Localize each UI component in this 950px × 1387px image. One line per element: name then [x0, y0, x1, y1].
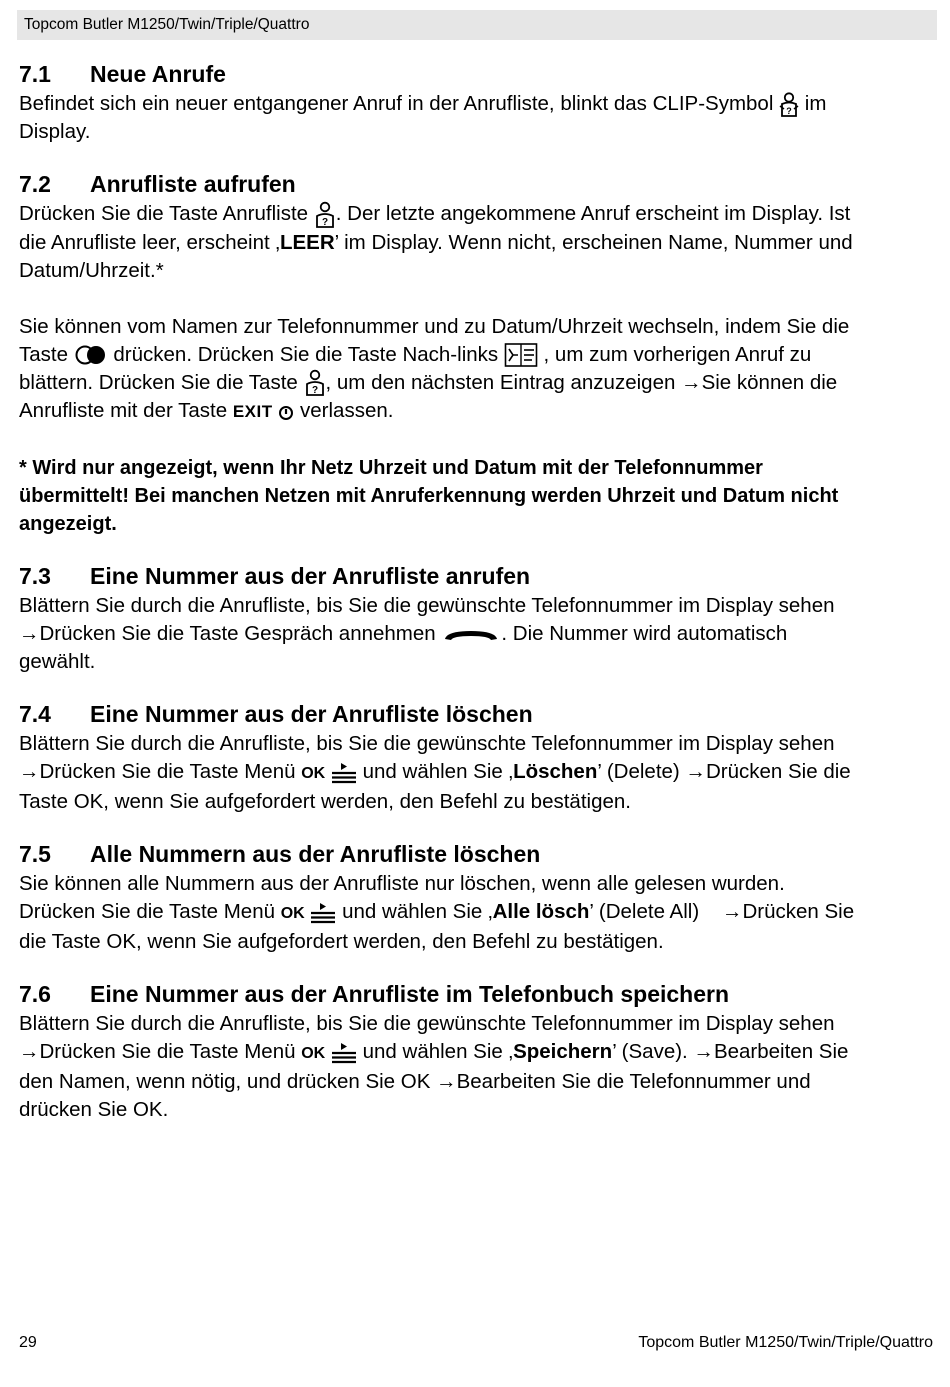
footer-title: Topcom Butler M1250/Twin/Triple/Quattro — [638, 1334, 933, 1351]
paragraph: Blättern Sie durch die Anrufliste, bis Sie die gewünschte Telefonnummer im Display sehen — [19, 594, 835, 618]
nav-left-phonebook-icon — [504, 342, 538, 368]
paragraph: die Taste OK, wenn Sie aufgefordert werden, den Befehl zu bestätigen. — [19, 930, 664, 954]
paragraph: Sie können alle Nummern aus der Anrufliste nur löschen, wenn alle gelesen wurden. — [19, 872, 785, 896]
toggle-key-icon — [74, 344, 108, 366]
paragraph: Drücken Sie die Taste Anrufliste ? . Der letzte angekommene Anruf erscheint im Display. Ist — [19, 202, 851, 228]
section-heading: 7.2 Anrufliste aufrufen — [19, 171, 296, 197]
arrow-icon: → — [19, 622, 40, 646]
menu-icon — [310, 902, 336, 924]
svg-text:?: ? — [321, 216, 328, 228]
arrow-icon: → — [19, 1040, 40, 1064]
section-7-6 — [19, 978, 934, 1124]
paragraph: Befindet sich ein neuer entgangener Anruf in der Anrufliste, blinkt das CLIP-Symbol ? im — [19, 92, 827, 116]
paragraph: drücken Sie OK. — [19, 1098, 169, 1122]
menu-icon — [331, 762, 357, 784]
arrow-icon: → — [436, 1070, 457, 1094]
paragraph: Blättern Sie durch die Anrufliste, bis Sie die gewünschte Telefonnummer im Display sehen — [19, 1012, 835, 1036]
ok-key-label: OK — [280, 905, 305, 923]
section-7-2 — [19, 168, 934, 538]
power-icon — [278, 403, 294, 421]
paragraph: die Anrufliste leer, erscheint ‚LEER’ im Display. Wenn nicht, erscheinen Name, Nummer und — [19, 230, 853, 254]
paragraph: Datum/Uhrzeit.* — [19, 258, 164, 282]
paragraph: →Drücken Sie die Taste Menü OK und wählen Sie ‚Löschen’ (Delete) →Drücken Sie die — [19, 758, 934, 788]
paragraph: Anrufliste mit der Taste EXIT verlassen. — [19, 399, 394, 423]
page-number: 29 — [19, 1334, 37, 1351]
ok-key-label: OK — [301, 765, 326, 783]
arrow-icon: → — [721, 900, 743, 924]
paragraph: →Drücken Sie die Taste Menü OK und wählen Sie ‚Speichern’ (Save). →Bearbeiten Sie — [19, 1038, 934, 1068]
paragraph: Display. — [19, 120, 91, 143]
section-heading: 7.5 Alle Nummern aus der Anrufliste löschen — [19, 841, 541, 868]
paragraph: Sie können vom Namen zur Telefonnummer und zu Datum/Uhrzeit wechseln, indem Sie die — [19, 314, 850, 338]
section-7-1 — [19, 58, 934, 146]
section-heading: 7.3 Eine Nummer aus der Anrufliste anrufen — [19, 563, 531, 590]
paragraph: Blättern Sie durch die Anrufliste, bis Sie die gewünschte Telefonnummer im Display sehen — [19, 732, 835, 756]
arrow-icon: → — [685, 760, 706, 784]
page-header — [17, 10, 937, 40]
arrow-icon: → — [681, 370, 702, 394]
clip-new-call-icon — [779, 92, 799, 118]
arrow-icon: → — [693, 1040, 714, 1064]
exit-key-label: EXIT — [232, 402, 273, 422]
section-heading: 7.6 Eine Nummer aus der Anrufliste im Telefonbuch speichern — [19, 981, 730, 1008]
answer-call-icon — [441, 627, 501, 643]
section-7-5 — [19, 838, 934, 956]
arrow-icon: → — [19, 760, 40, 784]
section-7-4 — [19, 698, 934, 816]
section-heading: 7.4 Eine Nummer aus der Anrufliste löschen — [19, 701, 533, 728]
section-7-3 — [19, 560, 934, 676]
paragraph: Drücken Sie die Taste Menü OK und wählen Sie ‚Alle lösch’ (Delete All) →Drücken Sie — [19, 898, 934, 928]
section-heading: 7.1 Neue Anrufe — [19, 61, 226, 87]
paragraph: →Drücken Sie die Taste Gespräch annehmen . Die Nummer wird automatisch — [19, 620, 934, 648]
call-list-icon — [304, 369, 326, 397]
paragraph: den Namen, wenn nötig, und drücken Sie OK →Bearbeiten Sie die Telefonnummer und — [19, 1068, 934, 1096]
svg-text:?: ? — [311, 385, 318, 397]
paragraph: Taste drücken. Drücken Sie die Taste Nach-links , um zum vorherigen Anruf zu — [19, 341, 934, 369]
ok-key-label: OK — [301, 1045, 326, 1063]
paragraph: gewählt. — [19, 650, 96, 674]
header-title: Topcom Butler M1250/Twin/Triple/Quattro — [24, 16, 310, 33]
paragraph: blättern. Drücken Sie die Taste ? , um den nächsten Eintrag anzuzeigen →Sie können die — [19, 370, 838, 397]
menu-icon — [331, 1042, 357, 1064]
paragraph: Taste OK, wenn Sie aufgefordert werden, den Befehl zu bestätigen. — [19, 790, 631, 814]
page-content — [19, 58, 934, 1124]
footnote: * Wird nur angezeigt, wenn Ihr Netz Uhrzeit und Datum mit der Telefonnummer übermittelt! Bei manchen Netzen mit Anruferkennung werden Uhrzeit und Datum nicht angezeigt. — [19, 457, 839, 536]
call-list-icon — [314, 201, 336, 229]
svg-text:?: ? — [786, 105, 792, 116]
